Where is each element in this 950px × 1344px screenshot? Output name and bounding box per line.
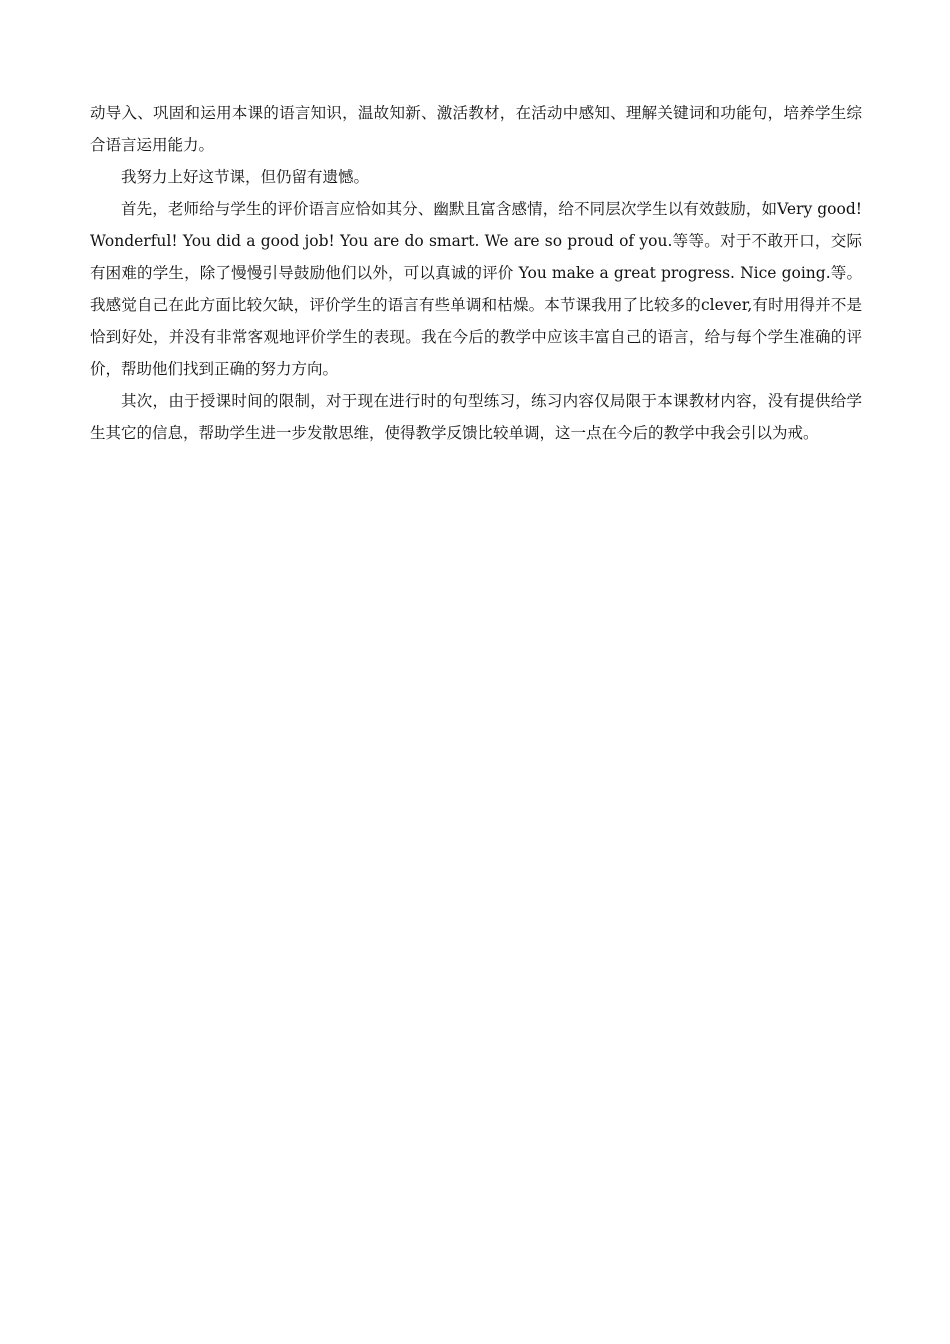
paragraph-regret: 我努力上好这节课，但仍留有遗憾。 [121, 168, 370, 186]
document-body [90, 97, 862, 449]
paragraph-continuation: 动导入、巩固和运用本课的语言知识，温故知新、激活教材，在活动中感知、理解关键词和功能句，培养学生综合语言运用能力。 [90, 104, 862, 154]
paragraph-second-point: 其次，由于授课时间的限制，对于现在进行时的句型练习，练习内容仅局限于本课教材内容，没有提供给学生其它的信息，帮助学生进一步发散思维，使得教学反馈比较单调，这一点在今后的教学中我会引以为戒。 [90, 392, 862, 442]
paragraph-first-point: 首先，老师给与学生的评价语言应恰如其分、幽默且富含感情，给不同层次学生以有效鼓励，如Very good! Wonderful! You did a good job! You are do smart. We are so proud of you.等等。对于不敢开口，交际有困难的学生，除了慢慢引导鼓励他们以外，可以真诚的评价 You make a great progress. Nice going.等。 我感觉自己在此方面比较欠缺，评价学生的语言有些单调和枯燥。本节课我用了比较多的clever,有时用得并不是恰到好处，并没有非常客观地评价学生的表现。我在今后的教学中应该丰富自己的语言，给与每个学生准确的评价，帮助他们找到正确的努力方向。 [90, 200, 862, 378]
